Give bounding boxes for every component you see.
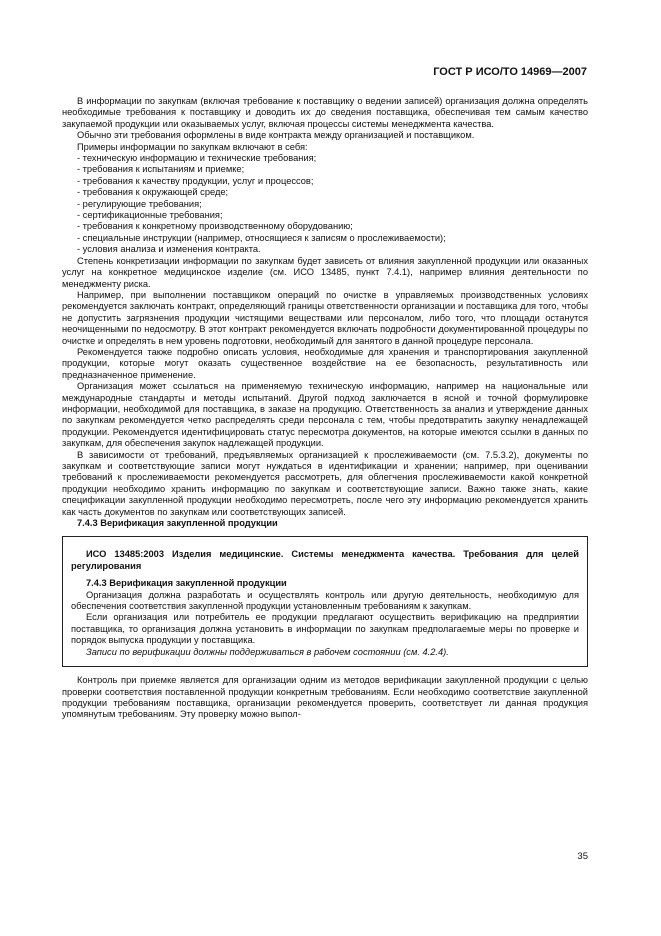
list-item: - условия анализа и изменения контракта.	[77, 244, 261, 255]
paragraph: В информации по закупкам (включая требование к поставщику о ведении записей) организация должна определять необходимые требования к поставщику и доводить их до сведения поставщика, обеспечивая тем самым качество закупаемой продукции или оказываемых услуг, включая процессы системы менеджмента качества.	[62, 96, 588, 129]
list-item: - требования к конкретному производственному оборудованию;	[77, 221, 353, 232]
list-item: - требования к качеству продукции, услуг и процессов;	[77, 175, 314, 186]
box-note: Записи по верификации должны поддерживаться в рабочем состоянии (см. 4.2.4).	[86, 646, 449, 657]
paragraph: Обычно эти требования оформлены в виде контракта между организацией и поставщиком.	[77, 130, 475, 141]
box-subheading: 7.4.3 Верификация закупленной продукции	[86, 578, 287, 589]
paragraph: Контроль при приемке является для организации одним из методов верификации закупленной продукции с целью проверки соответствия поставленной продукции конкретным требованиям. Если необходимо соответствие закупленной продукции требованиям поставщика, организации рекомендуется проверить, соответствует ли данная продукция упомянутым требованиям. Эту проверку можно выпол-	[62, 675, 588, 720]
paragraph: Организация может ссылаться на применяемую техническую информацию, например на национальные или международные стандарты и методы испытаний. Другой подход заключается в ясной и точной формулировке информации, необходимой для поставщика, в заказе на продукцию. Ответственность за анализ и утверждение данных по закупкам рекомендуется четко распределять среди персонала с тем, чтобы предотвратить закупку ненадлежащей продукции. Рекомендуется идентифицировать статус пересмотра документов, на которые имеются ссылки в данных по закупкам, для обеспечения закупок надлежащей продукции.	[62, 381, 588, 449]
standard-quote-box	[62, 536, 588, 667]
page-number: 35	[577, 851, 588, 862]
list-item: - специальные инструкции (например, относящиеся к записям о прослеживаемости);	[77, 232, 446, 243]
paragraph: Рекомендуется также подробно описать условия, необходимые для хранения и транспортирования закупленной продукции, которые могут оказать существенное воздействие на ее безопасность, результативность или предназначенное применение.	[62, 346, 588, 380]
paragraph: Например, при выполнении поставщиком операций по очистке в управляемых производственных условиях рекомендуется заключать контракт, определяющий границы ответственности организации и поставщика для того, чтобы не допустить загрязнения продукции чистящими веществами или персоналом, либо того, что площади останутся неочищенными по недосмотру. В этот контракт рекомендуется включать подробности документированной процедуры по очистке и определять в нем уровень подготовки, необходимый для занятого в данной процедуре персонала.	[62, 289, 588, 346]
paragraph: Степень конкретизации информации по закупкам будет зависеть от влияния закупленной продукции или оказанных услуг на конкретное медицинское изделие (см. ИСО 13485, пункт 7.4.1), например влияния деятельности по менеджменту риска.	[62, 255, 588, 289]
document-code-header: ГОСТ Р ИСО/ТО 14969—2007	[433, 66, 587, 78]
list-item: - требования к окружающей среде;	[77, 187, 229, 198]
list-item: - регулирующие требования;	[77, 198, 202, 209]
paragraph: Примеры информации по закупкам включают в себя:	[77, 141, 308, 152]
box-paragraph: Если организация или потребитель ее продукции предлагают осуществить верификацию на предприятии поставщика, то организация должна установить в информации по закупкам предполагаемые меры по проверке и порядок выпуска продукции у поставщика.	[71, 612, 579, 646]
paragraph: В зависимости от требований, предъявляемых организацией к прослеживаемости (см. 7.5.3.2), документы по закупкам и соответствующие записи могут нуждаться в идентификации и хранении; например, при оценивании требований к прослеживаемости рекомендуется рассмотреть, для облегчения прослеживаемости какой конкретной продукции необходимо хранить информацию по закупкам и соответствующие записи. Важно также знать, какие спецификации закупленной продукции необходимо пересмотреть, после чего эту информацию рекомендуется хранить как часть документов по закупкам или соответствующих записей.	[62, 449, 588, 517]
box-title: ИСО 13485:2003 Изделия медицинские. Системы менеджмента качества. Требования для целей регулирования	[71, 549, 579, 571]
list-item: - требования к испытаниям и приемке;	[77, 164, 245, 175]
box-paragraph: Организация должна разработать и осуществлять контроль или другую деятельность, необходимую для обеспечения соответствия закупленной продукции установленным требованиям к закупкам.	[71, 589, 579, 612]
list-item: - техническую информацию и технические требования;	[77, 153, 317, 164]
page-content	[62, 96, 588, 721]
purchasing-info-list	[62, 153, 588, 256]
list-item: - сертификационные требования;	[77, 210, 223, 221]
section-heading: 7.4.3 Верификация закупленной продукции	[77, 518, 278, 529]
